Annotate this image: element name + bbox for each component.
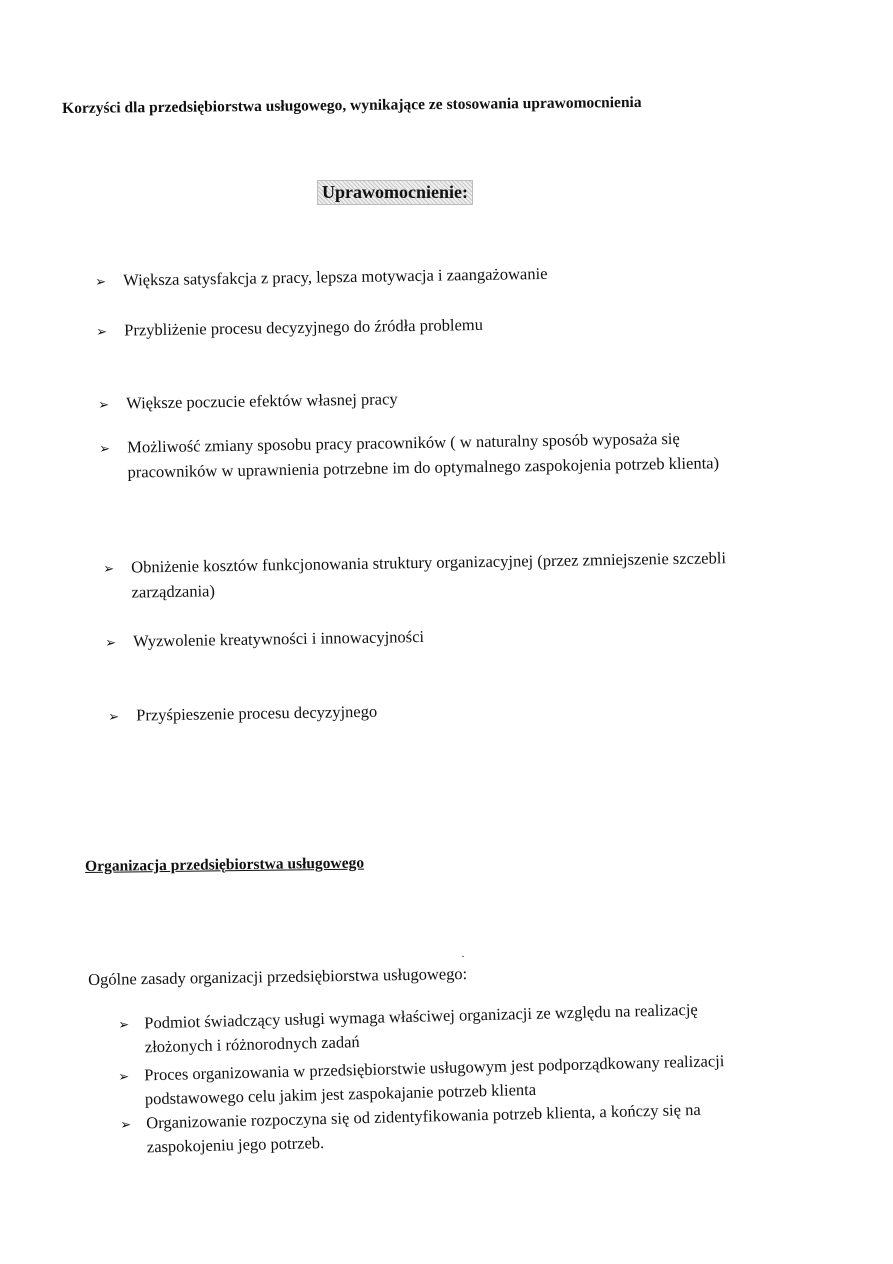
benefit-text: Większe poczucie efektów własnej pracy — [126, 389, 398, 413]
benefit-item — [99, 425, 740, 485]
benefit-text: Obniżenie kosztów funkcjonowania struktury organizacyjnej (przez zmniejszenie szczebli zarządzania) — [131, 548, 727, 602]
bullet-arrow-icon: ➢ — [99, 440, 111, 456]
benefit-text: Wyzwolenie kreatywności i innowacyjności — [133, 626, 425, 651]
benefit-item — [95, 257, 775, 293]
principle-text: Proces organizowania w przedsiębiorstwie usługowym jest podporządkowany realizacji podstawowego celu jakim jest zaspokajanie potrzeb klienta — [144, 1051, 725, 1109]
document-title: Korzyści dla przedsiębiorstwa usługowego, wynikające ze stosowania uprawomocnienia — [62, 93, 642, 117]
benefit-text: Przybliżenie procesu decyzyjnego do źródła problemu — [124, 314, 484, 340]
bullet-arrow-icon: ➢ — [103, 560, 115, 576]
principle-text: Podmiot świadczący usługi wymaga właściwej organizacji ze względu na realizację złożonych i różnorodnych zadań — [144, 999, 698, 1057]
bullet-arrow-icon: ➢ — [98, 396, 110, 412]
bullet-arrow-icon: ➢ — [96, 323, 108, 339]
bullet-arrow-icon: ➢ — [118, 1016, 130, 1032]
principle-text: Organizowanie rozpoczyna się od zidentyfikowania potrzeb klienta, a kończy się na zaspokojeniu jego potrzeb. — [146, 1099, 701, 1157]
bullet-arrow-icon: ➢ — [105, 634, 117, 650]
bullet-arrow-icon: ➢ — [95, 273, 107, 289]
benefit-item — [108, 693, 748, 728]
benefit-item — [103, 545, 744, 605]
benefit-text: Przyśpieszenie procesu decyzyjnego — [136, 701, 378, 725]
benefit-item — [96, 307, 776, 343]
benefit-item — [98, 380, 778, 416]
bullet-arrow-icon: ➢ — [118, 1068, 130, 1084]
benefit-text: Większa satysfakcja z pracy, lepsza motywacja i zaangażowanie — [123, 263, 548, 290]
bullet-arrow-icon: ➢ — [108, 708, 120, 724]
benefit-item — [105, 619, 745, 654]
empowerment-label: Uprawomocnienie: — [317, 180, 473, 205]
section-heading: Organizacja przedsiębiorstwa usługowego — [85, 854, 365, 875]
scan-speck — [462, 956, 464, 957]
benefit-text: Możliwość zmiany sposobu pracy pracowników ( w naturalny sposób wyposaża się pracowników w uprawnienia potrzebne im do optymalnego zaspokojenia potrzeb klienta) — [127, 428, 720, 482]
section-intro: Ogólne zasady organizacji przedsiębiorstwa usługowego: — [88, 964, 468, 989]
bullet-arrow-icon: ➢ — [120, 1116, 132, 1132]
